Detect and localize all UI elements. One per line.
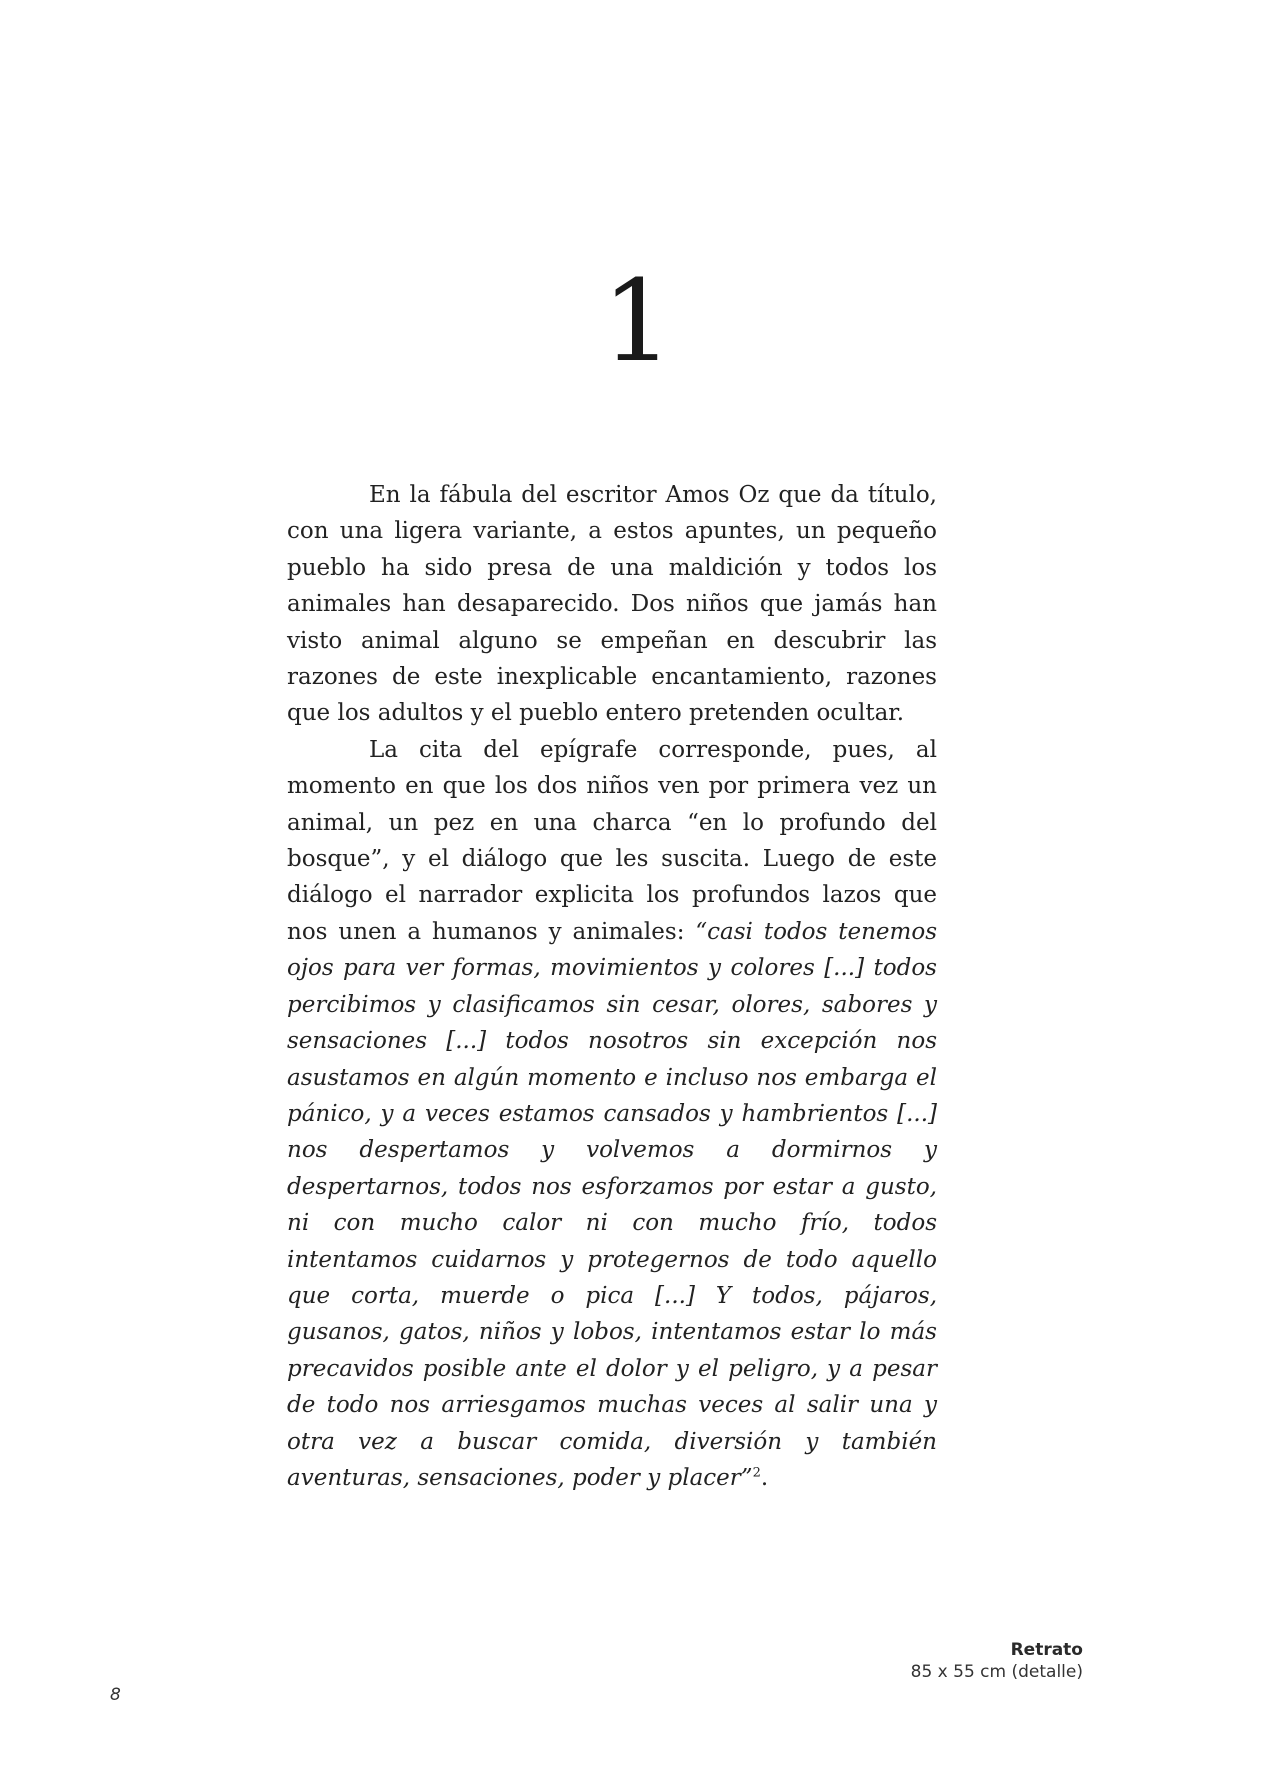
paragraph-2 xyxy=(287,732,937,1497)
epigraph-quote: “casi todos tenemos ojos para ver formas, movimientos y colores [...] todos percibimos y clasificamos sin cesar, olores, sabores y sensaciones [...] todos nosotros sin excepción nos asustamos en algún momento e incluso nos embarga el pánico, y a veces estamos cansados y hambrientos [...] nos despertamos y volvemos a dormirnos y despertarnos, todos nos esforzamos por estar a gusto, ni con mucho calor ni con mucho frío, todos intentamos cuidarnos y protegernos de todo aquello que corta, muerde o pica [...] Y todos, pájaros, gusanos, gatos, niños y lobos, intentamos estar lo más precavidos posible ante el dolor y el peligro, y a pesar de todo nos arriesgamos muchas veces al salir una y otra vez a buscar comida, diversión y también aventuras, sensaciones, poder y placer” xyxy=(287,918,937,1491)
page-number: 8 xyxy=(110,1685,121,1705)
caption-detail: 85 x 55 cm (detalle) xyxy=(910,1662,1083,1682)
footnote-reference[interactable]: 2 xyxy=(752,1465,761,1481)
body-text xyxy=(287,477,937,1496)
paragraph-1: En la fábula del escritor Amos Oz que da título, con una ligera variante, a estos apuntes, un pequeño pueblo ha sido presa de una maldición y todos los animales han desaparecido. Dos niños que jamás han visto animal alguno se empeñan en descubrir las razones de este inexplicable encantamiento, razones que los adultos y el pueblo entero pretenden ocultar. xyxy=(287,482,937,727)
image-caption xyxy=(911,1639,1083,1683)
caption-title: Retrato xyxy=(1010,1640,1083,1660)
paragraph-2-intro: La cita del epígrafe corresponde, pues, al momento en que los dos niños ven por primera vez un animal, un pez en una charca “en lo profundo del bosque”, y el diálogo que les suscita. Luego de este diálogo el narrador explicita los profundos lazos que nos unen a humanos y animales: xyxy=(287,736,937,945)
chapter-number: 1 xyxy=(601,257,674,387)
paragraph-2-end: . xyxy=(760,1464,769,1491)
